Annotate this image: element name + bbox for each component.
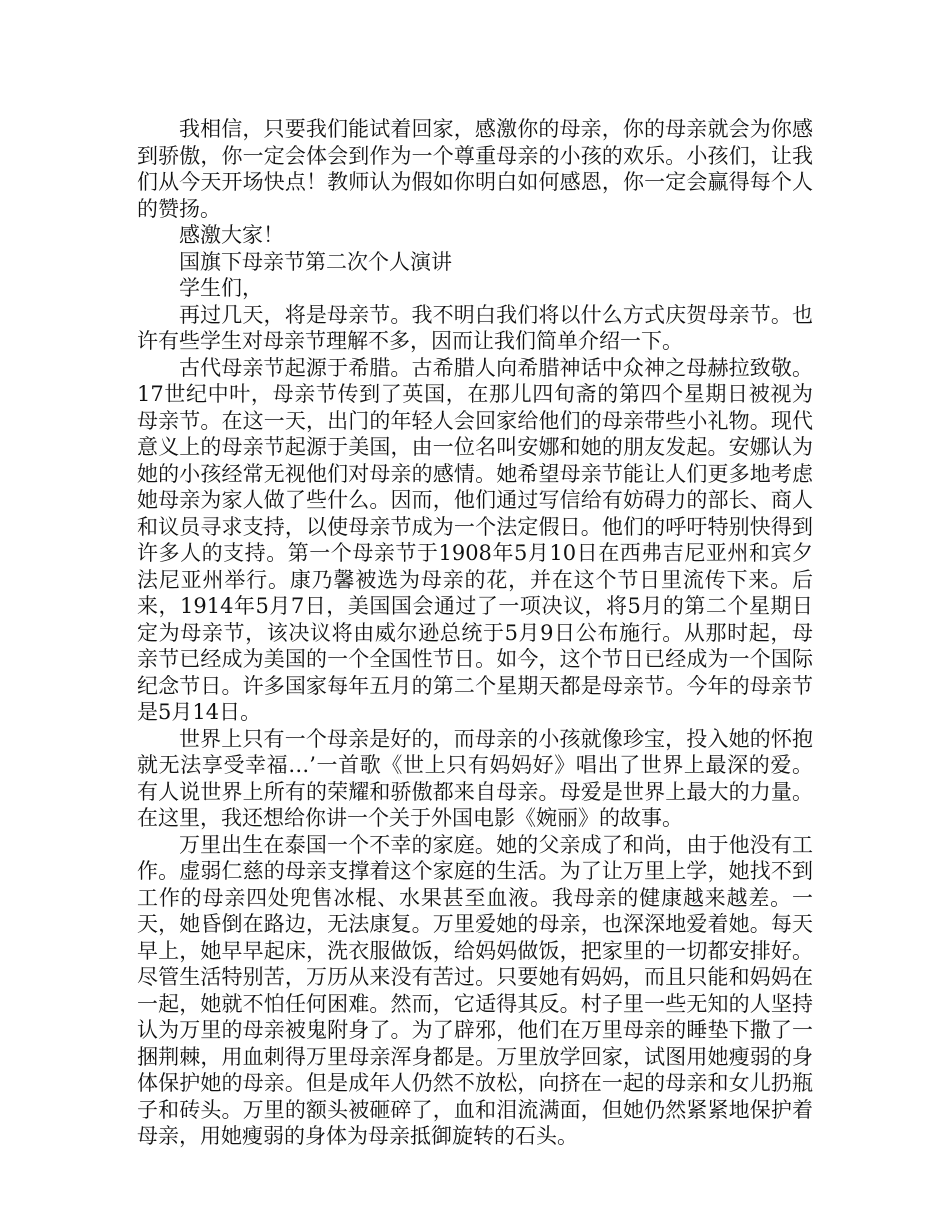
speech-title: 国旗下母亲节第二次个人演讲 bbox=[179, 249, 452, 274]
paragraph-history: 古代母亲节起源于希腊。古希腊人向希腊神话中众神之母赫拉致敬。17世纪中叶，母亲节传到了英国，在那儿四旬斋的第四个星期日被视为母亲节。在这一天，出门的年轻人会回家给他们的母亲带些小礼物。现代意义上的母亲节起源于美国，由一位名叫安娜和她的朋友发起。安娜认为她的小孩经常无视他们对母亲的感情。她希望母亲节能让人们更多地考虑她母亲为家人做了些什么。因而，他们通过写信给有妨碍力的部长、商人和议员寻求支持，以使母亲节成为一个法定假日。他们的呼吁特别快得到许多人的支持。第一个母亲节于1908年5月10日在西弗吉尼亚州和宾夕法尼亚州举行。康乃馨被选为母亲的花，并在这个节日里流传下来。后来，1914年5月7日，美国国会通过了一项决议，将5月的第二个星期日定为母亲节，该决议将由威尔逊总统于5月9日公布施行。从那时起，母亲节已经成为美国的一个全国性节日。如今，这个节日已经成为一个国际纪念节日。许多国家每年五月的第二个星期天都是母亲节。今年的母亲节是5月14日。 bbox=[137, 355, 813, 724]
paragraph-intro: 再过几天，将是母亲节。我不明白我们将以什么方式庆贺母亲节。也许有些学生对母亲节理解不多，因而让我们简单介绍一下。 bbox=[137, 302, 813, 353]
paragraph-mothers-love: 世界上只有一个母亲是好的，而母亲的小孩就像珍宝，投入她的怀抱就无法享受幸福…’一首歌《世上只有妈妈好》唱出了世界上最深的爱。有人说世界上所有的荣耀和骄傲都来自母亲。母爱是世界上最大的力量。在这里，我还想给你讲一个关于外国电影《婉丽》的故事。 bbox=[137, 726, 813, 830]
paragraph-story: 万里出生在泰国一个不幸的家庭。她的父亲成了和尚，由于他没有工作。虚弱仁慈的母亲支撑着这个家庭的生活。为了让万里上学，她找不到工作的母亲四处兜售冰棍、水果甚至血液。我母亲的健康越来越差。一天，她昏倒在路边，无法康复。万里爱她的母亲，也深深地爱着她。每天早上，她早早起床，洗衣服做饭，给妈妈做饭，把家里的一切都安排好。尽管生活特别苦，万历从来没有苦过。只要她有妈妈，而且只能和妈妈在一起，她就不怕任何困难。然而，它适得其反。村子里一些无知的人坚持认为万里的母亲被鬼附身了。为了辟邪，他们在万里母亲的睡垫下撒了一捆荆棘，用血刺得万里母亲浑身都是。万里放学回家，试图用她瘦弱的身体保护她的母亲。但是成年人仍然不放松，向挤在一起的母亲和女儿扔瓶子和砖头。万里的额头被砸碎了，血和泪流满面，但她仍然紧紧地保护着母亲，用她瘦弱的身体为母亲抵御旋转的石头。 bbox=[137, 832, 813, 1148]
paragraph-closing-belief: 我相信，只要我们能试着回家，感激你的母亲，你的母亲就会为你感到骄傲，你一定会体会到作为一个尊重母亲的小孩的欢乐。小孩们，让我们从今天开场快点！教师认为假如你明白如何感恩，你一定会赢得每个人的赞扬。 bbox=[137, 117, 813, 221]
paragraph-thanks: 感激大家！ bbox=[179, 223, 284, 247]
document-body bbox=[137, 116, 813, 1150]
speech-salutation: 学生们， bbox=[179, 276, 263, 300]
